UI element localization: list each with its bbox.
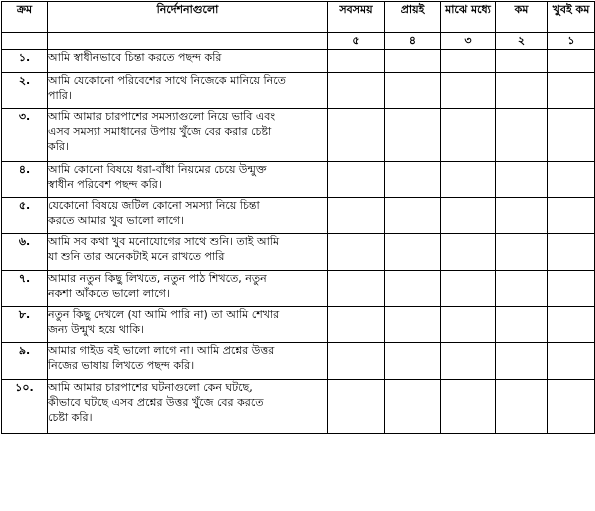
item-statement: নতুন কিছু দেখলে (যা আমি পারি না) তা আমি শেখার জন্য উন্মুখ হয়ে থাকি।	[48, 308, 280, 336]
rating-cell-sometimes[interactable]	[441, 234, 496, 271]
rating-cell-very-less[interactable]	[548, 234, 595, 271]
item-number: ৫.	[2, 198, 48, 234]
table-row	[2, 109, 595, 162]
rating-cell-mostly[interactable]	[385, 162, 441, 198]
rating-cell-mostly[interactable]	[385, 109, 441, 162]
item-number: ৪.	[2, 162, 48, 198]
score-blank	[2, 33, 48, 50]
rating-cell-always[interactable]	[328, 73, 385, 109]
item-statement-cell	[48, 198, 328, 234]
rating-cell-very-less[interactable]	[548, 198, 595, 234]
rating-cell-less[interactable]	[496, 109, 548, 162]
header-less: কম	[496, 2, 548, 33]
rating-cell-sometimes[interactable]	[441, 271, 496, 307]
header-serial: ক্রম	[2, 2, 48, 33]
rating-cell-sometimes[interactable]	[441, 307, 496, 343]
item-number: ৬.	[2, 234, 48, 271]
rating-cell-less[interactable]	[496, 343, 548, 380]
survey-table	[1, 1, 595, 434]
score-sometimes: ৩	[441, 33, 496, 50]
rating-cell-always[interactable]	[328, 307, 385, 343]
rating-cell-very-less[interactable]	[548, 271, 595, 307]
rating-cell-sometimes[interactable]	[441, 109, 496, 162]
rating-cell-very-less[interactable]	[548, 307, 595, 343]
rating-cell-always[interactable]	[328, 380, 385, 434]
item-statement-cell	[48, 234, 328, 271]
rating-cell-always[interactable]	[328, 198, 385, 234]
rating-cell-always[interactable]	[328, 109, 385, 162]
item-statement-cell	[48, 50, 328, 73]
header-very-less: খুবই কম	[548, 2, 595, 33]
table-row	[2, 50, 595, 73]
header-sometimes: মাঝে মধ্যে	[441, 2, 496, 33]
rating-cell-sometimes[interactable]	[441, 198, 496, 234]
item-statement: আমি আমার চারপাশের ঘটনাগুলো কেন ঘটছে, কীভাবে ঘটছে এসব প্রশ্নের উত্তর খুঁজে বের করতে চেষ্টা করি।	[48, 381, 264, 424]
rating-cell-sometimes[interactable]	[441, 50, 496, 73]
rating-cell-sometimes[interactable]	[441, 343, 496, 380]
score-blank	[48, 33, 328, 50]
item-number: ২.	[2, 73, 48, 109]
item-statement: আমি স্বাধীনভাবে চিন্তা করতে পছন্দ করি	[48, 51, 222, 64]
item-statement: আমার গাইড বই ভালো লাগে না। আমি প্রশ্নের উত্তর নিজের ভাষায় লিখতে পছন্দ করি।	[48, 344, 275, 372]
rating-cell-very-less[interactable]	[548, 73, 595, 109]
item-number: ৭.	[2, 271, 48, 307]
rating-cell-less[interactable]	[496, 234, 548, 271]
item-number: ৯.	[2, 343, 48, 380]
item-statement: আমি সব কথা খুব মনোযোগের সাথে শুনি। তাই আমি যা শুনি তার অনেকটাই মনে রাখতে পারি	[48, 235, 280, 263]
rating-cell-less[interactable]	[496, 162, 548, 198]
rating-cell-sometimes[interactable]	[441, 73, 496, 109]
item-number: ১০.	[2, 380, 48, 434]
table-row	[2, 234, 595, 271]
table-row	[2, 271, 595, 307]
rating-cell-mostly[interactable]	[385, 73, 441, 109]
item-number: ১.	[2, 50, 48, 73]
item-statement: যেকোনো বিষয়ে জটিল কোনো সমস্যা নিয়ে চিন্তা করতে আমার খুব ভালো লাগে।	[48, 199, 260, 227]
rating-cell-sometimes[interactable]	[441, 380, 496, 434]
score-very-less: ১	[548, 33, 595, 50]
rating-cell-mostly[interactable]	[385, 343, 441, 380]
table-row	[2, 198, 595, 234]
rating-cell-very-less[interactable]	[548, 343, 595, 380]
rating-cell-mostly[interactable]	[385, 234, 441, 271]
rating-cell-mostly[interactable]	[385, 380, 441, 434]
item-statement-cell	[48, 271, 328, 307]
header-row	[2, 2, 595, 33]
item-statement-cell	[48, 343, 328, 380]
item-number: ৩.	[2, 109, 48, 162]
table-row	[2, 380, 595, 434]
item-statement-cell	[48, 380, 328, 434]
rating-cell-always[interactable]	[328, 50, 385, 73]
rating-cell-mostly[interactable]	[385, 50, 441, 73]
rating-cell-very-less[interactable]	[548, 50, 595, 73]
rating-cell-sometimes[interactable]	[441, 162, 496, 198]
rating-cell-less[interactable]	[496, 198, 548, 234]
header-mostly: প্রায়ই	[385, 2, 441, 33]
table-row	[2, 162, 595, 198]
rating-cell-less[interactable]	[496, 50, 548, 73]
rating-cell-less[interactable]	[496, 307, 548, 343]
rating-cell-always[interactable]	[328, 343, 385, 380]
item-statement-cell	[48, 162, 328, 198]
score-mostly: ৪	[385, 33, 441, 50]
rating-cell-mostly[interactable]	[385, 271, 441, 307]
item-statement-cell	[48, 109, 328, 162]
table-row	[2, 307, 595, 343]
rating-cell-very-less[interactable]	[548, 109, 595, 162]
score-less: ২	[496, 33, 548, 50]
item-statement-cell	[48, 73, 328, 109]
item-number: ৮.	[2, 307, 48, 343]
item-statement: আমি যেকোনো পরিবেশের সাথে নিজেকে মানিয়ে নিতে পারি।	[48, 74, 286, 102]
rating-cell-very-less[interactable]	[548, 162, 595, 198]
rating-cell-less[interactable]	[496, 73, 548, 109]
item-statement-cell	[48, 307, 328, 343]
item-statement: আমি আমার চারপাশের সমস্যাগুলো নিয়ে ভাবি এবং এসব সমস্যা সমাধানের উপায় খুঁজে বের করার চেষ্টা করি।	[48, 110, 276, 153]
rating-cell-always[interactable]	[328, 162, 385, 198]
rating-cell-less[interactable]	[496, 271, 548, 307]
rating-cell-less[interactable]	[496, 380, 548, 434]
table-row	[2, 343, 595, 380]
rating-cell-very-less[interactable]	[548, 380, 595, 434]
rating-cell-always[interactable]	[328, 271, 385, 307]
rating-cell-mostly[interactable]	[385, 198, 441, 234]
rating-cell-always[interactable]	[328, 234, 385, 271]
table-row	[2, 73, 595, 109]
score-row	[2, 33, 595, 50]
item-statement: আমি কোনো বিষয়ে ধরা-বাঁধা নিয়মের চেয়ে উন্মুক্ত স্বাধীন পরিবেশ পছন্দ করি।	[48, 163, 267, 191]
header-always: সবসময়	[328, 2, 385, 33]
rating-cell-mostly[interactable]	[385, 307, 441, 343]
score-always: ৫	[328, 33, 385, 50]
item-statement: আমার নতুন কিছু লিখতে, নতুন পাঠ শিখতে, নতুন নকশা আঁকতে ভালো লাগে।	[48, 272, 267, 300]
header-instructions: নির্দেশনাগুলো	[48, 2, 328, 33]
